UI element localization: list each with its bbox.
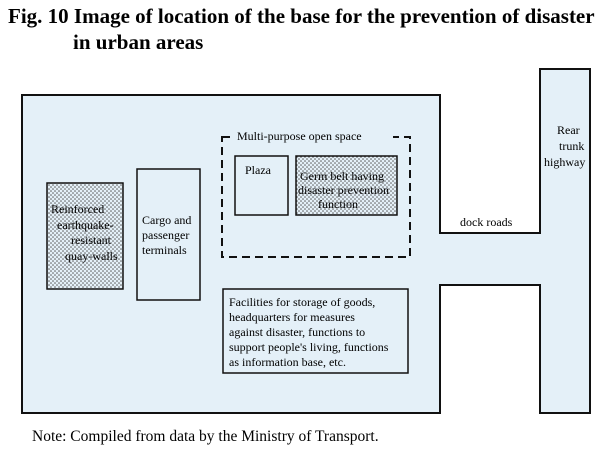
facilities-label-5: as information base, etc. xyxy=(229,355,346,369)
quay-walls-label-1: Reinforced xyxy=(51,202,105,216)
facilities-label-4: support people's living, functions xyxy=(229,340,389,354)
dock-roads-label: dock roads xyxy=(460,215,513,229)
quay-walls-label-2: earthquake- xyxy=(57,218,114,232)
quay-walls-label-4: quay-walls xyxy=(65,249,118,263)
figure-title-line2: in urban areas xyxy=(73,30,204,54)
rear-highway-label-3: highway xyxy=(544,155,586,169)
open-space-label: Multi-purpose open space xyxy=(237,129,362,143)
figure-title-line1: Fig. 10 Image of location of the base for the prevention of disaster xyxy=(8,4,595,28)
rear-highway-label-2: trunk xyxy=(559,139,585,153)
germ-belt-label-1: Germ belt having xyxy=(300,169,384,183)
quay-walls-label-3: resistant xyxy=(71,233,111,247)
facilities-label-2: headquarters for measures xyxy=(229,310,355,324)
cargo-terminals-label-3: terminals xyxy=(142,243,187,257)
germ-belt-label-3: function xyxy=(318,197,358,211)
cargo-terminals-label-2: passenger xyxy=(142,228,190,242)
source-note: Note: Compiled from data by the Ministry of Transport. xyxy=(32,428,379,445)
cargo-terminals-label-1: Cargo and xyxy=(142,213,192,227)
rear-highway-label-1: Rear xyxy=(557,123,580,137)
facilities-label-1: Facilities for storage of goods, xyxy=(229,295,376,309)
germ-belt-label-2: disaster prevention xyxy=(298,183,389,197)
plaza-label: Plaza xyxy=(245,163,271,177)
facilities-label-3: against disaster, functions to xyxy=(229,325,366,339)
